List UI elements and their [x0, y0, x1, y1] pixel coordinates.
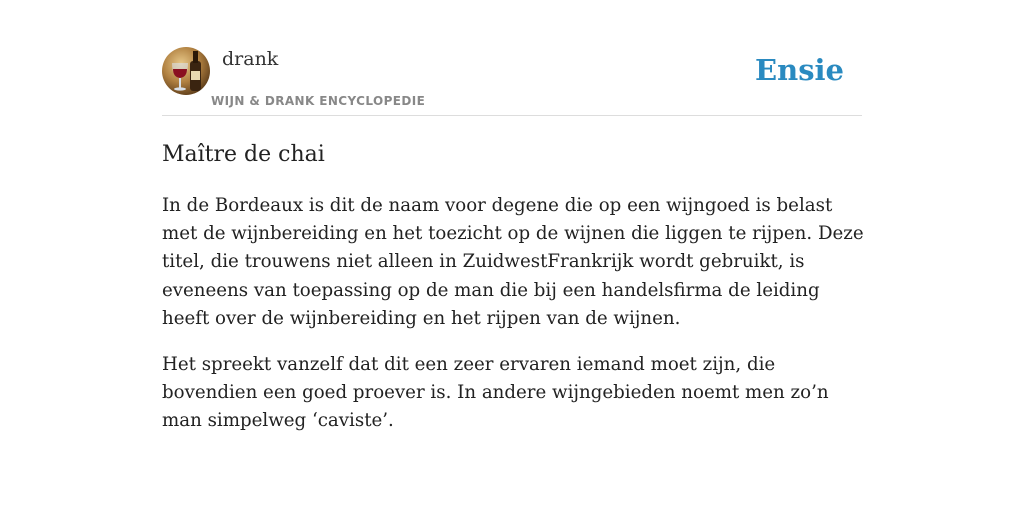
- encyclopedia-subtitle[interactable]: WIJN & DRANK ENCYCLOPEDIE: [211, 94, 426, 108]
- article-title: Maître de chai: [162, 142, 325, 167]
- header: [162, 47, 862, 116]
- wine-glass-bottle-icon: [162, 47, 210, 95]
- category-avatar[interactable]: [162, 47, 210, 95]
- article-paragraph: In de Bordeaux is dit de naam voor degene die op een wijngoed is belast met de wijnbereiding en het toezicht op de wijnen die liggen te rijpen. Deze titel, die trouwens niet alleen in ZuidwestFrankrijk wordt gebruikt, is eveneens van toepassing op de man die bij een handelsfirma de leiding heeft over de wijnbereiding en het rijpen van de wijnen.: [162, 195, 864, 329]
- brand-logo[interactable]: Ensie: [755, 53, 844, 87]
- article-paragraph: Het spreekt vanzelf dat dit een zeer ervaren iemand moet zijn, die bovendien een goed proever is. In andere wijngebieden noemt men zo’n man simpelweg ‘caviste’.: [162, 354, 829, 432]
- article-body: [162, 192, 864, 454]
- category-link[interactable]: drank: [222, 48, 279, 70]
